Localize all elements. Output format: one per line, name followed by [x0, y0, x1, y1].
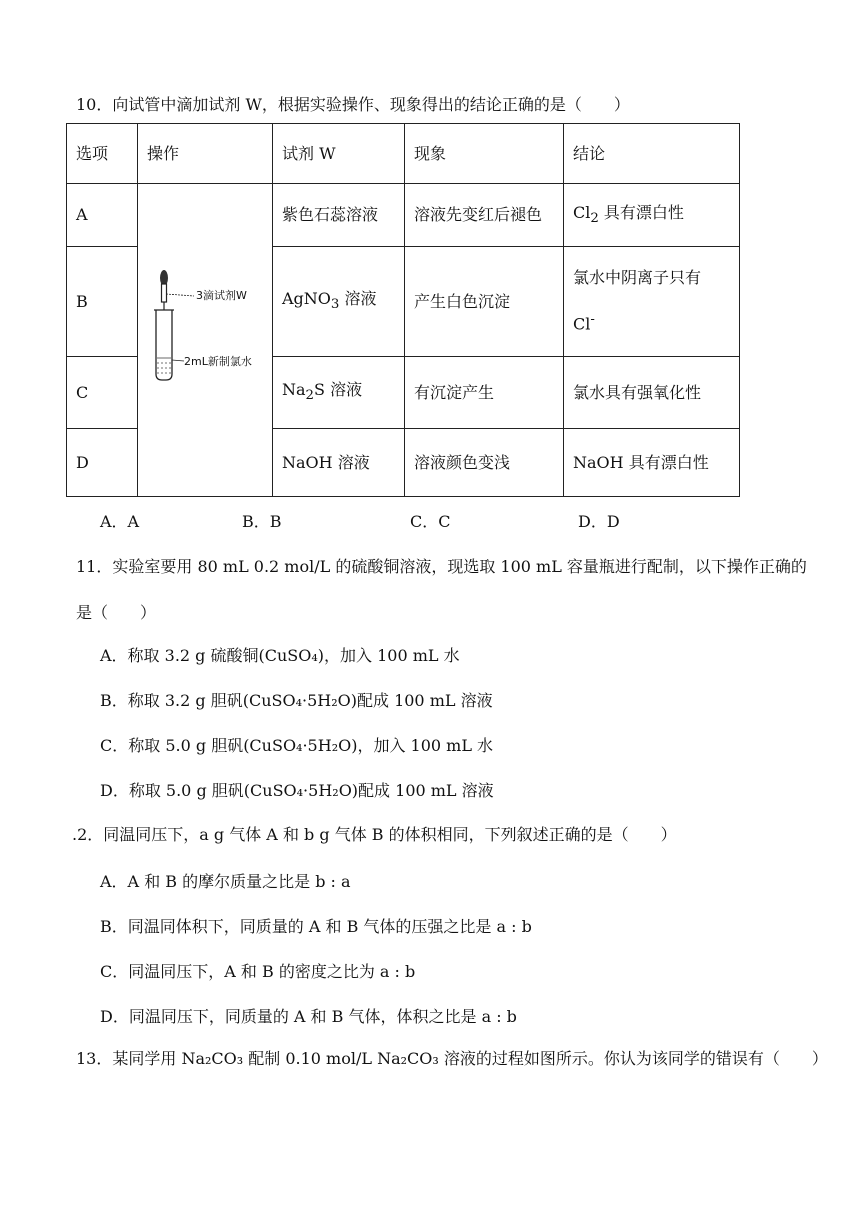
q10-table: [66, 123, 740, 497]
table-header-row: [67, 124, 740, 184]
table-row: [67, 184, 740, 247]
row-phenomenon: 产生白色沉淀: [405, 247, 564, 357]
header-reagent: 试剂 W: [273, 124, 405, 184]
header-phenomenon: 现象: [405, 124, 564, 184]
q12-option-d[interactable]: D．同温同压下，同质量的 A 和 B 气体，体积之比是 a : b: [100, 1007, 517, 1026]
answer-choice-d[interactable]: D．D: [578, 512, 620, 531]
row-phenomenon: 溶液颜色变浅: [405, 429, 564, 497]
q11-stem-line1: 11．实验室要用 80 mL 0.2 mol/L 的硫酸铜溶液，现选取 100 mL 容量瓶进行配制，以下操作正确的: [76, 557, 807, 576]
q11-stem-line2: 是（ ）: [76, 603, 157, 622]
row-reagent: NaOH 溶液: [273, 429, 405, 497]
row-option: A: [67, 184, 138, 247]
test-tube-figure: [144, 264, 274, 394]
q11-option-c[interactable]: C．称取 5.0 g 胆矾(CuSO₄·5H₂O)，加入 100 mL 水: [100, 736, 494, 755]
answer-choice-b[interactable]: B．B: [242, 512, 282, 531]
dropper-icon: [160, 270, 168, 310]
q12-option-a[interactable]: A．A 和 B 的摩尔质量之比是 b : a: [100, 872, 351, 891]
row-phenomenon: 有沉淀产生: [405, 357, 564, 429]
q11-option-a[interactable]: A．称取 3.2 g 硫酸铜(CuSO₄)，加入 100 mL 水: [100, 646, 460, 665]
figure-label-chlorine-water: 2mL新制氯水: [184, 355, 252, 368]
q13-stem: 13．某同学用 Na₂CO₃ 配制 0.10 mol/L Na₂CO₃ 溶液的过程如图所示。你认为该同学的错误有（ ）: [76, 1049, 828, 1068]
test-tube-icon: [154, 310, 174, 380]
row-conclusion: $Cl_2$ 具有漂白性: [564, 184, 740, 247]
header-option: 选项: [67, 124, 138, 184]
q11-option-b[interactable]: B．称取 3.2 g 胆矾(CuSO₄·5H₂O)配成 100 mL 溶液: [100, 691, 493, 710]
row-conclusion: NaOH 具有漂白性: [564, 429, 740, 497]
operation-cell: [138, 184, 273, 497]
answer-choice-c[interactable]: C．C: [410, 512, 451, 531]
answer-choice-a[interactable]: A．A: [100, 512, 140, 531]
q12-option-b[interactable]: B．同温同体积下，同质量的 A 和 B 气体的压强之比是 a : b: [100, 917, 532, 936]
q12-stem: .2．同温同压下，a g 气体 A 和 b g 气体 B 的体积相同，下列叙述正确的是（ ）: [72, 825, 677, 844]
header-operation: 操作: [138, 124, 273, 184]
q10-answers: [100, 509, 720, 531]
figure-label-reagent: 3滴试剂W: [196, 289, 247, 302]
q11-option-d[interactable]: D．称取 5.0 g 胆矾(CuSO₄·5H₂O)配成 100 mL 溶液: [100, 781, 494, 800]
row-option: B: [67, 247, 138, 357]
row-option: D: [67, 429, 138, 497]
row-reagent: 紫色石蕊溶液: [273, 184, 405, 247]
row-reagent: $Na_2S$ 溶液: [273, 357, 405, 429]
row-conclusion: 氯水具有强氧化性: [564, 357, 740, 429]
q10-stem: 10．向试管中滴加试剂 W，根据实验操作、现象得出的结论正确的是（ ）: [76, 95, 630, 114]
row-conclusion: 氯水中阴离子只有 Cl-: [564, 247, 740, 357]
q12-option-c[interactable]: C．同温同压下，A 和 B 的密度之比为 a : b: [100, 962, 416, 981]
row-option: C: [67, 357, 138, 429]
header-conclusion: 结论: [564, 124, 740, 184]
row-phenomenon: 溶液先变红后褪色: [405, 184, 564, 247]
row-reagent: AgNO$_3$ 溶液: [273, 247, 405, 357]
